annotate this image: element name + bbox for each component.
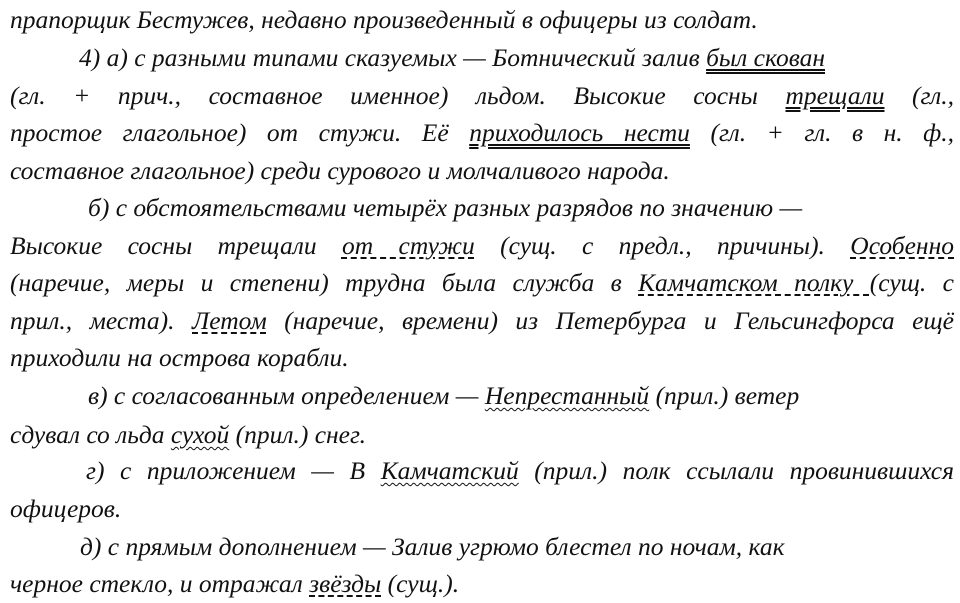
attribute-underlined: сухой <box>170 420 230 449</box>
text-fragment: (сущ. с <box>869 268 954 297</box>
text-line-16 <box>10 569 954 599</box>
predicate-underlined: трещали <box>785 81 885 110</box>
text-fragment: приходили на острова корабли. <box>10 343 349 372</box>
text-fragment: (сущ. с предл., причины). <box>474 231 851 260</box>
text-fragment: в) с согласованным определением — <box>88 381 485 410</box>
text-fragment: прил., места). <box>10 306 193 335</box>
text-line-13 <box>86 456 954 486</box>
text-fragment: Высокие сосны трещали <box>10 231 342 260</box>
text-line-9 <box>10 306 954 336</box>
text-fragment: простое глагольное) от стужи. Её <box>10 118 470 147</box>
text-fragment: (сущ.). <box>381 569 460 598</box>
apposition-underlined: Камчатский <box>380 456 519 485</box>
object-underlined: звёзды <box>309 569 382 598</box>
text-fragment: г) с приложением — В <box>86 456 381 485</box>
text-line-4 <box>10 118 954 148</box>
text-line-8 <box>10 268 954 298</box>
text-line-10 <box>10 343 954 373</box>
text-line-3 <box>10 81 954 111</box>
text-fragment: прапорщик Бестужев, недавно произведенный в офицеры из солдат. <box>10 5 758 34</box>
text-line-15 <box>80 532 954 562</box>
text-fragment: составное глагольное) среди сурового и молчаливого народа. <box>10 156 670 185</box>
adverbial-underlined: Особенно <box>850 231 954 260</box>
text-line-12 <box>10 420 954 450</box>
text-fragment: (гл. + гл. в н. ф., <box>689 118 954 147</box>
adverbial-underlined: от стужи <box>341 231 475 260</box>
text-line-14 <box>10 494 954 524</box>
adverbial-underlined: Камчатском полку <box>638 268 870 297</box>
text-fragment: 4) а) с разными типами сказуемых — Ботнический залив <box>79 43 707 72</box>
predicate-underlined: был скован <box>706 43 825 72</box>
text-fragment: сдувал со льда <box>10 420 171 449</box>
text-fragment: (прил.) полк ссылали провинившихся <box>518 456 954 485</box>
predicate-underlined: приходилось нести <box>469 118 690 147</box>
text-fragment: б) с обстоятельствами четырёх разных разрядов по значению — <box>88 193 803 222</box>
text-fragment: офицеров. <box>10 494 122 523</box>
text-fragment: (прил.) ветер <box>649 381 800 410</box>
adverbial-underlined: Летом <box>192 306 267 335</box>
text-line-6 <box>88 193 954 223</box>
text-line-5 <box>10 156 954 186</box>
text-fragment: (наречие, меры и степени) трудна была служба в <box>10 268 639 297</box>
text-line-2 <box>79 43 954 73</box>
text-fragment: черное стекло, и отражал <box>10 569 310 598</box>
text-line-7 <box>10 231 954 261</box>
text-line-11 <box>88 381 954 411</box>
attribute-underlined: Непрестанный <box>484 381 650 410</box>
text-fragment: д) с прямым дополнением — Залив угрюмо блестел по ночам, как <box>80 532 785 561</box>
text-fragment: (гл., <box>884 81 954 110</box>
text-fragment: (прил.) снег. <box>229 420 366 449</box>
text-fragment: (гл. + прич., составное именное) льдом. Высокие сосны <box>10 81 786 110</box>
text-fragment: (наречие, времени) из Петербурга и Гельсингфорса ещё <box>266 306 954 335</box>
text-line-1 <box>10 5 954 35</box>
